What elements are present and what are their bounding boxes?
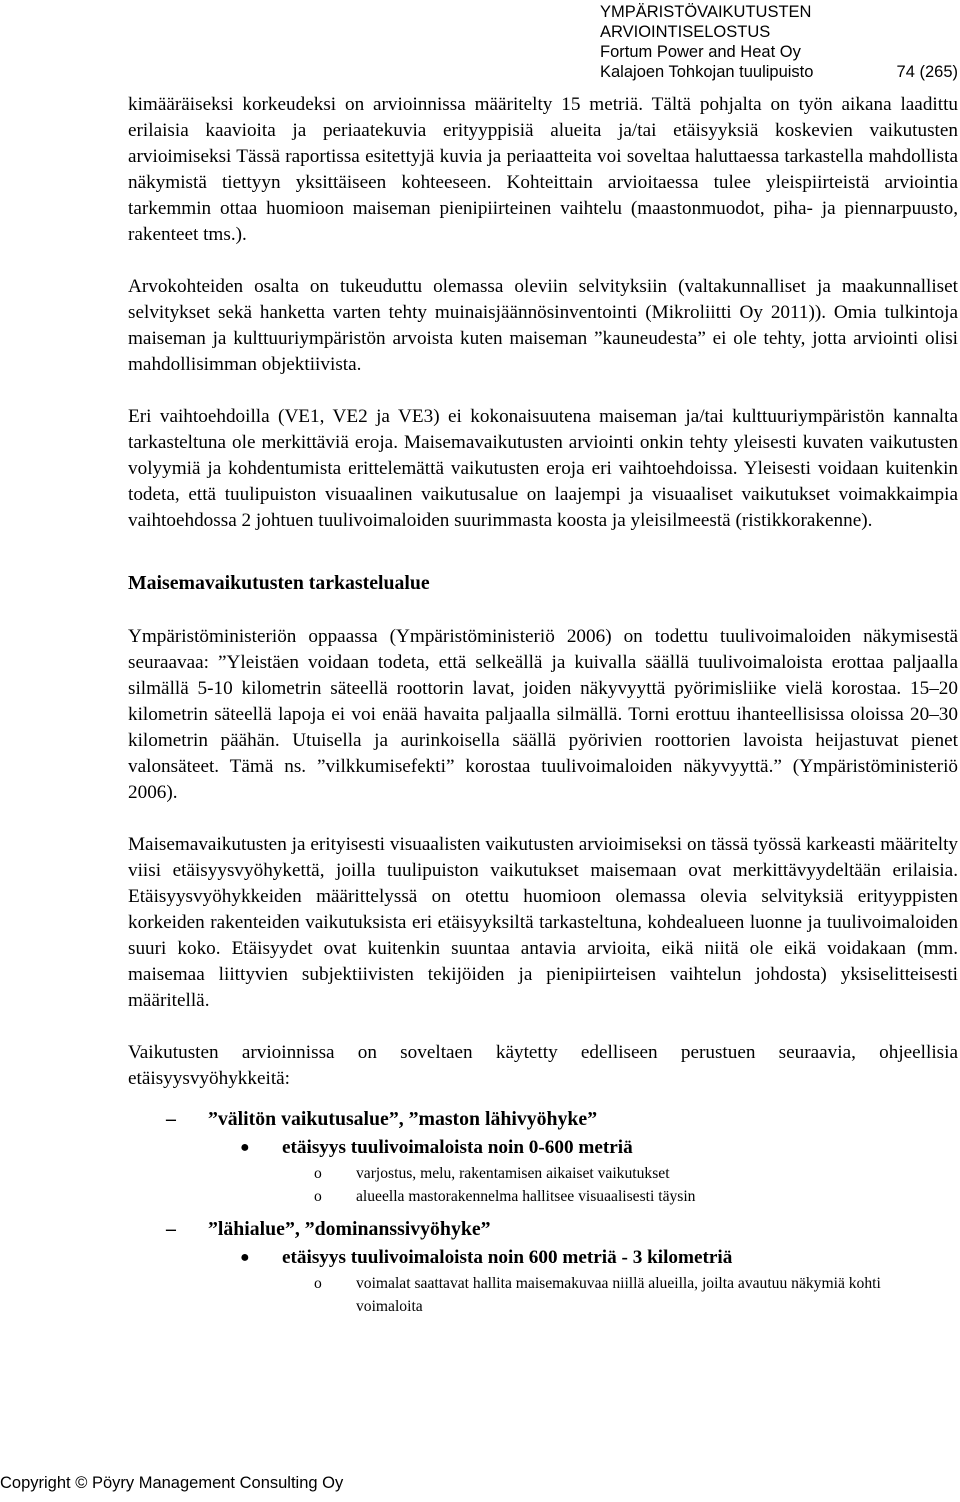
header-company: Fortum Power and Heat Oy	[600, 43, 801, 61]
section-paragraph-3: Vaikutusten arvioinnissa on soveltaen käytetty edelliseen perustuen seuraavia, ohjeellisia etäisyysvyöhykkeitä:	[128, 1042, 958, 1089]
header-project: Kalajoen Tohkojan tuulipuisto	[600, 63, 814, 81]
bullet-marker: ●	[240, 1139, 250, 1156]
paragraph-2: Arvokohteiden osalta on tukeuduttu olemassa oleviin selvityksiin (valtakunnalliset ja maakunnalliset selvitykset sekä hanketta varten tehty muinaisjäännösinventointi (Mikroliitti Oy 2011)). Omia tulkintoja maiseman ja kulttuuriympäristön arvoista kuten maiseman ”kauneudesta” ei ole tehty, jotta arviointi olisi mahdollisimman objektiivista.	[128, 276, 958, 375]
zone-distance: etäisyys tuulivoimaloista noin 600 metriä - 3 kilometriä	[282, 1247, 733, 1268]
document-body	[128, 92, 958, 1318]
zone-detail-item	[314, 1185, 958, 1208]
zone-detail-item	[314, 1162, 958, 1185]
zone-distance-item	[240, 1134, 958, 1162]
dash-marker: –	[166, 1218, 176, 1240]
zone-list	[166, 1104, 958, 1318]
zone-detail: alueella mastorakennelma hallitsee visuaalisesti täysin	[356, 1188, 696, 1205]
zone-distance: etäisyys tuulivoimaloista noin 0-600 metriä	[282, 1137, 633, 1158]
zone-detail-item	[314, 1272, 958, 1318]
dash-marker: –	[166, 1108, 176, 1130]
paragraph-1: kimääräiseksi korkeudeksi on arvioinnissa määritelty 15 metriä. Tältä pohjalta on työn aikana laadittu erilaisia kaavioita ja periaatekuvia erityyppisiä alueita ja/tai etäisyyksiä koskevien vaikutusten arvioimiseksi Tässä raportissa esitettyjä kuvia ja periaatteita voi soveltaa haluttaessa tarkastella mahdollista näkymistä tiettyyn yksittäiseen kohteeseen. Kohteittain arvioitaessa tulee yleispiirteistä arviointia tarkemmin ottaa huomioon maiseman pienipiirteinen vaihtelu (maastonmuodot, piha- ja piennarpuusto, rakenteet tms.).	[128, 94, 958, 245]
sub-marker: o	[314, 1165, 322, 1182]
paragraph-3: Eri vaihtoehdoilla (VE1, VE2 ja VE3) ei kokonaisuutena maiseman ja/tai kulttuuriympäristön kannalta tarkasteltuna ole merkittäviä eroja. Maisemavaikutusten arviointi onkin tehty yleisesti kuvaten vaikutusten volyymiä ja kohdentumista erittelemättä vaikutusten eroja eri vaihtoehdoissa. Yleisesti voidaan kuitenkin todeta, että tuulipuiston visuaalinen vaikutusalue on laajempi ja visuaaliset vaikutukset voimakkaimpia vaihtoehdossa 2 johtuen tuulivoimaloiden suurimmasta koosta ja yleisilmeestä (ristikkorakenne).	[128, 406, 958, 531]
header-report-subtype: ARVIOINTISELOSTUS	[600, 23, 771, 41]
sub-marker: o	[314, 1275, 322, 1292]
bullet-marker: ●	[240, 1249, 250, 1266]
page-number: 74 (265)	[896, 63, 958, 81]
section-heading: Maisemavaikutusten tarkastelualue	[128, 572, 430, 594]
section-paragraph-2: Maisemavaikutusten ja erityisesti visuaalisten vaikutusten arvioimiseksi on tässä työssä karkeasti määritelty viisi etäisyysvyöhykettä, joilla tuulipuiston vaikutukset maisemaan ovat merkittävyydeltään erilaisia. Etäisyysvyöhykkeiden määrittelyssä on otettu huomioon olemassa olevia selvityksiä erityyppisten korkeiden rakenteiden vaikutuksista eri etäisyyksiltä tarkasteltuna, kohdealueen luonne ja tuulivoimaloiden suuri koko. Etäisyydet ovat kuitenkin suuntaa antavia arvioita, eikä niitä ole eikä voidakaan (mm. maisemaa liittyvien subjektiivisten tekijöiden ja pienipiirteisen vaihtelun johdosta) yksiselitteisesti määritellä.	[128, 834, 958, 1011]
page-footer: Copyright © Pöyry Management Consulting Oy	[0, 1474, 344, 1492]
section-paragraph-1: Ympäristöministeriön oppaassa (Ympäristöministeriö 2006) on todettu tuulivoimaloiden näkymisestä seuraavaa: ”Yleistäen voidaan todeta, että selkeällä ja kuivalla säällä tuulivoimaloista erottaa paljaalla silmällä 5-10 kilometrin säteellä roottorin lavat, joiden näkyvyyttä pyörimisliike vielä korostaa. 15–20 kilometrin säteellä lapoja ei voi enää havaita paljaalla silmällä. Torni erottuu ihanteellisissa oloissa 20–30 kilometrin päähän. Utuisella ja aurinkoisella säällä pyörivien roottorien lavoista heijastuvat pienet valonsäteet. Tämä ns. ”vilkkumisefekti” korostaa tuulivoimaloiden näkyvyyttä.” (Ympäristöministeriö 2006).	[128, 626, 958, 803]
zone-item	[166, 1104, 958, 1134]
header-report-type: YMPÄRISTÖVAIKUTUSTEN	[600, 3, 812, 21]
zone-title: ”lähialue”, ”dominanssivyöhyke”	[208, 1218, 491, 1240]
zone-detail: varjostus, melu, rakentamisen aikaiset vaikutukset	[356, 1165, 670, 1182]
zone-title: ”välitön vaikutusalue”, ”maston lähivyöhyke”	[208, 1108, 598, 1130]
sub-marker: o	[314, 1188, 322, 1205]
zone-detail: voimalat saattavat hallita maisemakuvaa niillä alueilla, joilta avautuu näkymiä kohti voimaloita	[356, 1275, 881, 1315]
zone-item	[166, 1214, 958, 1244]
page-header	[600, 2, 960, 82]
zone-distance-item	[240, 1244, 958, 1272]
